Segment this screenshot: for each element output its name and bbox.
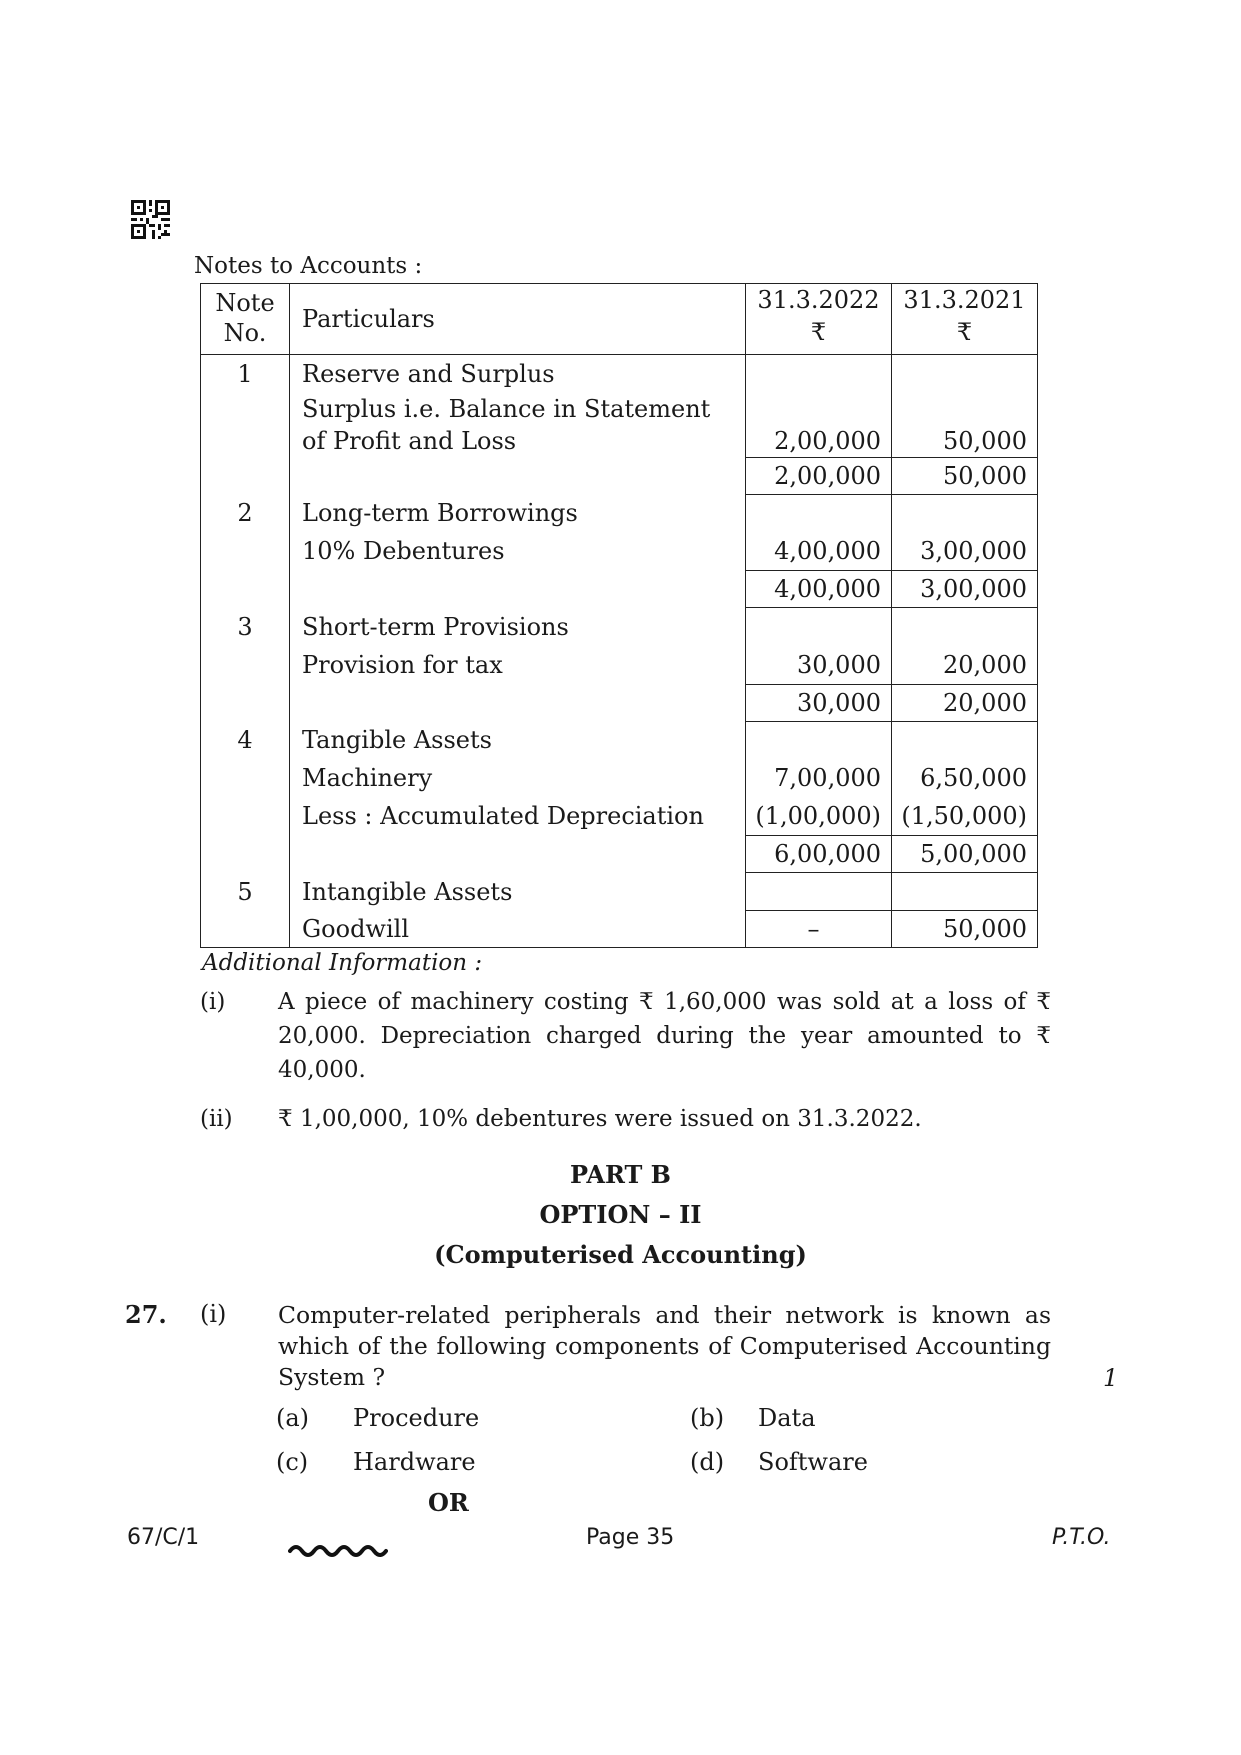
note-number: 3 <box>201 608 290 646</box>
note-heading: Intangible Assets <box>290 873 746 911</box>
additional-item <box>200 1102 1060 1138</box>
total-2021: 50,000 <box>892 457 1038 494</box>
cell-empty <box>201 532 290 571</box>
value-2022: 30,000 <box>746 646 892 685</box>
total-2022: 4,00,000 <box>746 571 892 608</box>
particulars-line: 10% Debentures <box>290 532 746 571</box>
cell-empty <box>746 873 892 911</box>
cell-empty <box>892 608 1038 646</box>
option-label: Hardware <box>353 1448 476 1476</box>
cell-empty <box>290 836 746 873</box>
cell-empty <box>201 571 290 608</box>
item-number: (ii) <box>200 1106 233 1132</box>
total-2021: 5,00,000 <box>892 836 1038 873</box>
table-row <box>201 355 1038 394</box>
value-2022: 7,00,000 <box>746 759 892 797</box>
particulars-line: Machinery <box>290 759 746 797</box>
option-label: Software <box>758 1448 868 1476</box>
question-sub-number: (i) <box>200 1300 227 1328</box>
total-2022: 6,00,000 <box>746 836 892 873</box>
cell-empty <box>201 646 290 685</box>
cell-empty <box>201 684 290 721</box>
header-col-2022 <box>746 284 892 355</box>
cell-empty <box>746 494 892 532</box>
table-row <box>201 721 1038 759</box>
question-number: 27. <box>125 1300 167 1329</box>
option-key: (a) <box>276 1404 310 1432</box>
cell-empty <box>892 721 1038 759</box>
table-row <box>201 873 1038 911</box>
qr-code-icon <box>131 200 170 239</box>
cell-empty <box>290 571 746 608</box>
question-marks: 1 <box>1103 1364 1119 1392</box>
total-2022: 30,000 <box>746 684 892 721</box>
header-date-2021: 31.3.2021 <box>903 286 1026 314</box>
cell-empty <box>290 457 746 494</box>
table-row <box>201 646 1038 685</box>
table-row <box>201 911 1038 948</box>
item-number: (i) <box>200 989 226 1015</box>
table-row <box>201 608 1038 646</box>
cell-empty <box>201 911 290 948</box>
item-text: ₹ 1,00,000, 10% debentures were issued on 31.3.2022. <box>278 1106 922 1132</box>
cell-empty <box>746 608 892 646</box>
value-2022: 2,00,000 <box>746 393 892 457</box>
cell-empty <box>892 355 1038 394</box>
value-2021: 6,50,000 <box>892 759 1038 797</box>
table-row <box>201 759 1038 797</box>
note-heading: Tangible Assets <box>290 721 746 759</box>
total-row <box>201 571 1038 608</box>
please-turn-over: P.T.O. <box>1052 1525 1111 1550</box>
header-currency-2022: ₹ <box>810 318 827 346</box>
paper-code: 67/C/1 <box>127 1525 200 1550</box>
notes-title: Notes to Accounts : <box>194 253 423 279</box>
section-subtitle: (Computerised Accounting) <box>434 1240 807 1269</box>
total-2021: 3,00,000 <box>892 571 1038 608</box>
option-label: Procedure <box>353 1404 480 1432</box>
cell-empty <box>746 355 892 394</box>
note-heading: Long-term Borrowings <box>290 494 746 532</box>
header-col-2021 <box>892 284 1038 355</box>
option-title: OPTION – II <box>539 1200 702 1229</box>
note-heading: Short-term Provisions <box>290 608 746 646</box>
table-row <box>201 494 1038 532</box>
table-row <box>201 797 1038 836</box>
value-2022: – <box>746 911 892 948</box>
value-2021: 3,00,000 <box>892 532 1038 571</box>
option-key: (d) <box>690 1448 725 1476</box>
part-title: PART B <box>570 1160 671 1189</box>
table-header-row <box>201 284 1038 355</box>
note-number: 4 <box>201 721 290 759</box>
cell-empty <box>892 873 1038 911</box>
table-row <box>201 532 1038 571</box>
value-2021: 50,000 <box>892 911 1038 948</box>
additional-item <box>200 985 1060 1095</box>
cell-empty <box>892 494 1038 532</box>
value-2021: 50,000 <box>892 393 1038 457</box>
question-text: Computer-related peripherals and their network is known as which of the following components of Computerised Accounting System ? <box>278 1301 1051 1391</box>
header-particulars: Particulars <box>290 284 746 355</box>
total-2022: 2,00,000 <box>746 457 892 494</box>
cell-empty <box>290 684 746 721</box>
particulars-cell <box>290 393 746 457</box>
particulars-line: Less : Accumulated Depreciation <box>290 797 746 836</box>
cell-empty <box>201 393 290 457</box>
header-note-no <box>201 284 290 355</box>
particulars-line: Surplus i.e. Balance in Statement <box>302 395 711 423</box>
cell-empty <box>746 721 892 759</box>
cell-empty <box>201 759 290 797</box>
option-key: (c) <box>276 1448 309 1476</box>
total-2021: 20,000 <box>892 684 1038 721</box>
depreciation-2022: (1,00,000) <box>746 797 892 836</box>
option-label: Data <box>758 1404 816 1432</box>
header-currency-2021: ₹ <box>956 318 973 346</box>
option-key: (b) <box>690 1404 725 1432</box>
note-heading: Reserve and Surplus <box>290 355 746 394</box>
header-note-label: Note <box>215 289 275 317</box>
note-number: 5 <box>201 873 290 911</box>
header-date-2022: 31.3.2022 <box>757 286 880 314</box>
notes-to-accounts-table <box>200 283 1038 948</box>
total-row <box>201 836 1038 873</box>
item-text: A piece of machinery costing ₹ 1,60,000 was sold at a loss of ₹ 20,000. Depreciation charged during the year amounted to ₹ 40,000. <box>278 989 1051 1083</box>
particulars-line: Goodwill <box>290 911 746 948</box>
total-row <box>201 684 1038 721</box>
cell-empty <box>201 836 290 873</box>
note-number: 2 <box>201 494 290 532</box>
wave-ornament-icon <box>288 1540 388 1558</box>
value-2022: 4,00,000 <box>746 532 892 571</box>
total-row <box>201 457 1038 494</box>
additional-information-title: Additional Information : <box>202 950 483 976</box>
cell-empty <box>201 457 290 494</box>
table-row <box>201 393 1038 457</box>
or-separator: OR <box>428 1488 469 1517</box>
value-2021: 20,000 <box>892 646 1038 685</box>
particulars-line: Provision for tax <box>290 646 746 685</box>
page-number: Page 35 <box>586 1525 675 1550</box>
particulars-line: of Profit and Loss <box>302 427 517 455</box>
cell-empty <box>201 797 290 836</box>
note-number: 1 <box>201 355 290 394</box>
header-no-label: No. <box>223 319 267 347</box>
depreciation-2021: (1,50,000) <box>892 797 1038 836</box>
